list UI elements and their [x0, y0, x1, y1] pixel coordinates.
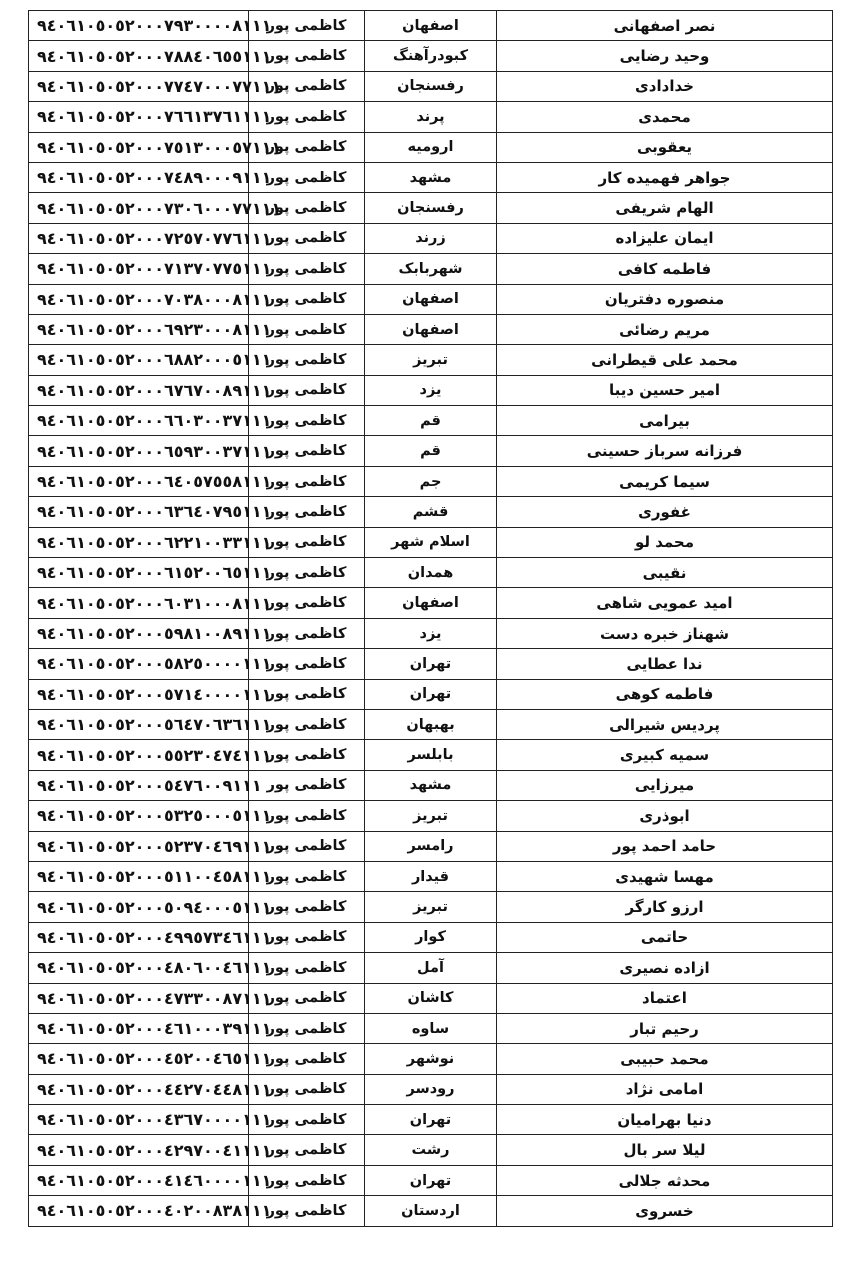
- table-row: [29, 558, 833, 588]
- city-cell: شهربابک: [365, 254, 497, 284]
- surname-cell: کاظمی پور: [249, 102, 365, 132]
- surname-cell: کاظمی پور: [249, 254, 365, 284]
- name-cell: میرزایی: [497, 770, 833, 800]
- city-cell: تبریز: [365, 892, 497, 922]
- table-row: [29, 497, 833, 527]
- city-cell: یزد: [365, 618, 497, 648]
- surname-cell: کاظمی پور: [249, 11, 365, 41]
- city-cell: تهران: [365, 649, 497, 679]
- code-cell: ۹٤٠٦١٠٥٠٥٢٠٠٠٧٠٣٨٠٠٠٨١١١: [29, 284, 249, 314]
- city-cell: قم: [365, 436, 497, 466]
- code-cell: ۹٤٠٦١٠٥٠٥٢٠٠٠٦٠٣١٠٠٠٨١١١: [29, 588, 249, 618]
- table-row: [29, 71, 833, 101]
- code-cell: ۹٤٠٦١٠٥٠٥٢٠٠٠٥٣٢٥٠٠٠٥١١١: [29, 801, 249, 831]
- city-cell: کبودرآهنگ: [365, 41, 497, 71]
- table-row: [29, 132, 833, 162]
- name-cell: حامد احمد پور: [497, 831, 833, 861]
- table-row: [29, 649, 833, 679]
- surname-cell: کاظمی پور: [249, 162, 365, 192]
- surname-cell: کاظمی پور: [249, 193, 365, 223]
- table-row: [29, 983, 833, 1013]
- code-cell: ۹٤٠٦١٠٥٠٥٢٠٠٠٧٦٦١٣٧٦١١١١: [29, 102, 249, 132]
- name-cell: شهناز خبره دست: [497, 618, 833, 648]
- code-cell: ۹٤٠٦١٠٥٠٥٢٠٠٠٥١١٠٠٤٥٨١١١: [29, 861, 249, 891]
- name-cell: ارزو کارگر: [497, 892, 833, 922]
- city-cell: نوشهر: [365, 1044, 497, 1074]
- city-cell: قم: [365, 406, 497, 436]
- surname-cell: کاظمی پور: [249, 831, 365, 861]
- surname-cell: کاظمی پور: [249, 649, 365, 679]
- name-cell: محمد لو: [497, 527, 833, 557]
- table-row: [29, 709, 833, 739]
- surname-cell: کاظمی پور: [249, 740, 365, 770]
- surname-cell: کاظمی پور: [249, 41, 365, 71]
- code-cell: ۹٤٠٦١٠٥٠٥٢٠٠٠٦٩٢٣٠٠٠٨١١١: [29, 314, 249, 344]
- surname-cell: کاظمی پور: [249, 436, 365, 466]
- surname-cell: کاظمی پور: [249, 983, 365, 1013]
- code-cell: ۹٤٠٦١٠٥٠٥٢٠٠٠٥٤٧٦٠٠٩١١١: [29, 770, 249, 800]
- city-cell: تبریز: [365, 345, 497, 375]
- table-row: [29, 1165, 833, 1195]
- name-cell: نصر اصفهانی: [497, 11, 833, 41]
- city-cell: رفسنجان: [365, 71, 497, 101]
- table-row: [29, 1196, 833, 1226]
- name-cell: ندا عطایی: [497, 649, 833, 679]
- city-cell: بابلسر: [365, 740, 497, 770]
- code-cell: ۹٤٠٦١٠٥٠٥٢٠٠٠٥٩٨١٠٠٨٩١١١: [29, 618, 249, 648]
- city-cell: زرند: [365, 223, 497, 253]
- table-row: [29, 740, 833, 770]
- city-cell: تهران: [365, 1165, 497, 1195]
- code-cell: ۹٤٠٦١٠٥٠٥٢٠٠٠٤٤٢٧٠٤٤٨١١١: [29, 1074, 249, 1104]
- name-cell: پردیس شیرالی: [497, 709, 833, 739]
- name-cell: خسروی: [497, 1196, 833, 1226]
- city-cell: جم: [365, 466, 497, 496]
- surname-cell: کاظمی پور: [249, 679, 365, 709]
- name-cell: محمدی: [497, 102, 833, 132]
- name-cell: نقیبی: [497, 558, 833, 588]
- city-cell: رودسر: [365, 1074, 497, 1104]
- table-row: [29, 1135, 833, 1165]
- name-cell: امیر حسین دیبا: [497, 375, 833, 405]
- code-cell: ۹٤٠٦١٠٥٠٥٢٠٠٠٥٨٢٥٠٠٠٠١١١: [29, 649, 249, 679]
- city-cell: اسلام شهر: [365, 527, 497, 557]
- city-cell: یزد: [365, 375, 497, 405]
- surname-cell: کاظمی پور: [249, 527, 365, 557]
- table-row: [29, 801, 833, 831]
- code-cell: ۹٤٠٦١٠٥٠٥٢٠٠٠٤٩٩٥٧٣٤٦١١١: [29, 922, 249, 952]
- surname-cell: کاظمی پور: [249, 466, 365, 496]
- surname-cell: کاظمی پور: [249, 284, 365, 314]
- code-cell: ۹٤٠٦١٠٥٠٥٢٠٠٠٤٦١٠٠٠٣٩١١١: [29, 1013, 249, 1043]
- table-row: [29, 375, 833, 405]
- name-cell: ابوذری: [497, 801, 833, 831]
- surname-cell: کاظمی پور: [249, 1074, 365, 1104]
- name-cell: امید عمویی شاهی: [497, 588, 833, 618]
- code-cell: ۹٤٠٦١٠٥٠٥٢٠٠٠٦١٥٢٠٠٦٥١١١: [29, 558, 249, 588]
- code-cell: ۹٤٠٦١٠٥٠٥٢٠٠٠٧٤٨٩٠٠٠٩١١١: [29, 162, 249, 192]
- code-cell: ۹٤٠٦١٠٥٠٥٢٠٠٠٤٧٣٣٠٠٨٧١١١: [29, 983, 249, 1013]
- table-row: [29, 831, 833, 861]
- code-cell: ۹٤٠٦١٠٥٠٥٢٠٠٠٤٠٢٠٠٨٣٨١١١: [29, 1196, 249, 1226]
- table-row: [29, 1074, 833, 1104]
- name-cell: لیلا سر بال: [497, 1135, 833, 1165]
- table-row: [29, 679, 833, 709]
- city-cell: ارومیه: [365, 132, 497, 162]
- surname-cell: کاظمی پور: [249, 922, 365, 952]
- table-row: [29, 345, 833, 375]
- code-cell: ۹٤٠٦١٠٥٠٥٢٠٠٠٥٥٢٣٠٤٧٤١١١: [29, 740, 249, 770]
- city-cell: کاشان: [365, 983, 497, 1013]
- records-table: [28, 10, 833, 1227]
- name-cell: ایمان علیزاده: [497, 223, 833, 253]
- surname-cell: کاظمی پور: [249, 801, 365, 831]
- name-cell: سمیه کبیری: [497, 740, 833, 770]
- surname-cell: کاظمی پور: [249, 71, 365, 101]
- surname-cell: کاظمی پور: [249, 953, 365, 983]
- name-cell: دنیا بهرامیان: [497, 1105, 833, 1135]
- name-cell: اعتماد: [497, 983, 833, 1013]
- surname-cell: کاظمی پور: [249, 1044, 365, 1074]
- surname-cell: کاظمی پور: [249, 588, 365, 618]
- name-cell: ازاده نصیری: [497, 953, 833, 983]
- code-cell: ۹٤٠٦١٠٥٠٥٢٠٠٠٧٥١٣٠٠٠٥٧١١١: [29, 132, 249, 162]
- city-cell: رامسر: [365, 831, 497, 861]
- code-cell: ۹٤٠٦١٠٥٠٥٢٠٠٠٥٦٤٧٠٦٣٦١١١: [29, 709, 249, 739]
- surname-cell: کاظمی پور: [249, 497, 365, 527]
- table-row: [29, 618, 833, 648]
- city-cell: تهران: [365, 1105, 497, 1135]
- name-cell: محدثه جلالی: [497, 1165, 833, 1195]
- city-cell: تبریز: [365, 801, 497, 831]
- surname-cell: کاظمی پور: [249, 770, 365, 800]
- city-cell: ساوه: [365, 1013, 497, 1043]
- surname-cell: کاظمی پور: [249, 375, 365, 405]
- name-cell: فرزانه سرباز حسینی: [497, 436, 833, 466]
- code-cell: ۹٤٠٦١٠٥٠٥٢٠٠٠٤٢٩٧٠٠٤١١١١: [29, 1135, 249, 1165]
- code-cell: ۹٤٠٦١٠٥٠٥٢٠٠٠٧٢٥٧٠٧٧٦١١١: [29, 223, 249, 253]
- code-cell: ۹٤٠٦١٠٥٠٥٢٠٠٠٧١٣٧٠٧٧٥١١١: [29, 254, 249, 284]
- code-cell: ۹٤٠٦١٠٥٠٥٢٠٠٠٧٨٨٤٠٦٥٥١١١: [29, 41, 249, 71]
- code-cell: ۹٤٠٦١٠٥٠٥٢٠٠٠٥٠٩٤٠٠٠٥١١١: [29, 892, 249, 922]
- name-cell: محمد حبیبی: [497, 1044, 833, 1074]
- surname-cell: کاظمی پور: [249, 892, 365, 922]
- name-cell: فاطمه کوهی: [497, 679, 833, 709]
- table-row: [29, 922, 833, 952]
- records-table-body: [29, 11, 833, 1227]
- name-cell: سیما کریمی: [497, 466, 833, 496]
- table-row: [29, 406, 833, 436]
- name-cell: مریم رضائی: [497, 314, 833, 344]
- table-row: [29, 892, 833, 922]
- surname-cell: کاظمی پور: [249, 345, 365, 375]
- name-cell: الهام شریفی: [497, 193, 833, 223]
- table-row: [29, 1013, 833, 1043]
- name-cell: بیرامی: [497, 406, 833, 436]
- table-row: [29, 11, 833, 41]
- surname-cell: کاظمی پور: [249, 618, 365, 648]
- surname-cell: کاظمی پور: [249, 132, 365, 162]
- name-cell: وحید رضایی: [497, 41, 833, 71]
- code-cell: ۹٤٠٦١٠٥٠٥٢٠٠٠٦٦٠٣٠٠٣٧١١١: [29, 406, 249, 436]
- code-cell: ۹٤٠٦١٠٥٠٥٢٠٠٠٤١٤٦٠٠٠٠١١١: [29, 1165, 249, 1195]
- city-cell: همدان: [365, 558, 497, 588]
- name-cell: مهسا شهیدی: [497, 861, 833, 891]
- surname-cell: کاظمی پور: [249, 1165, 365, 1195]
- name-cell: امامی نژاد: [497, 1074, 833, 1104]
- name-cell: غفوری: [497, 497, 833, 527]
- table-row: [29, 223, 833, 253]
- city-cell: تهران: [365, 679, 497, 709]
- name-cell: جواهر فهمیده کار: [497, 162, 833, 192]
- table-row: [29, 861, 833, 891]
- surname-cell: کاظمی پور: [249, 1135, 365, 1165]
- table-row: [29, 588, 833, 618]
- code-cell: ۹٤٠٦١٠٥٠٥٢٠٠٠٦٥٩٣٠٠٣٧١١١: [29, 436, 249, 466]
- code-cell: ۹٤٠٦١٠٥٠٥٢٠٠٠٦٧٦٧٠٠٨٩١١١: [29, 375, 249, 405]
- table-row: [29, 527, 833, 557]
- table-row: [29, 314, 833, 344]
- code-cell: ۹٤٠٦١٠٥٠٥٢٠٠٠٥٧١٤٠٠٠٠١١١: [29, 679, 249, 709]
- city-cell: کوار: [365, 922, 497, 952]
- code-cell: ۹٤٠٦١٠٥٠٥٢٠٠٠٧٣٠٦٠٠٠٧٧١١١: [29, 193, 249, 223]
- name-cell: محمد علی قیطرانی: [497, 345, 833, 375]
- city-cell: اصفهان: [365, 314, 497, 344]
- city-cell: اصفهان: [365, 588, 497, 618]
- city-cell: بهبهان: [365, 709, 497, 739]
- table-row: [29, 953, 833, 983]
- surname-cell: کاظمی پور: [249, 314, 365, 344]
- table-row: [29, 193, 833, 223]
- code-cell: ۹٤٠٦١٠٥٠٥٢٠٠٠٤٨٠٦٠٠٤٦١١١: [29, 953, 249, 983]
- city-cell: قیدار: [365, 861, 497, 891]
- code-cell: ۹٤٠٦١٠٥٠٥٢٠٠٠٤٣٦٧٠٠٠٠١١١: [29, 1105, 249, 1135]
- city-cell: پرند: [365, 102, 497, 132]
- code-cell: ۹٤٠٦١٠٥٠٥٢٠٠٠٦٤٠٥٧٥٥٨١١١: [29, 466, 249, 496]
- name-cell: یعقوبی: [497, 132, 833, 162]
- surname-cell: کاظمی پور: [249, 861, 365, 891]
- name-cell: رحیم تبار: [497, 1013, 833, 1043]
- table-row: [29, 254, 833, 284]
- city-cell: قشم: [365, 497, 497, 527]
- code-cell: ۹٤٠٦١٠٥٠٥٢٠٠٠٧٧٤٧٠٠٠٧٧١١١: [29, 71, 249, 101]
- city-cell: رفسنجان: [365, 193, 497, 223]
- name-cell: فاطمه کافی: [497, 254, 833, 284]
- surname-cell: کاظمی پور: [249, 406, 365, 436]
- table-row: [29, 102, 833, 132]
- table-row: [29, 466, 833, 496]
- code-cell: ۹٤٠٦١٠٥٠٥٢٠٠٠٥٢٣٧٠٤٦٩١١١: [29, 831, 249, 861]
- name-cell: حاتمی: [497, 922, 833, 952]
- city-cell: مشهد: [365, 770, 497, 800]
- table-row: [29, 284, 833, 314]
- table-row: [29, 41, 833, 71]
- surname-cell: کاظمی پور: [249, 1196, 365, 1226]
- surname-cell: کاظمی پور: [249, 709, 365, 739]
- surname-cell: کاظمی پور: [249, 223, 365, 253]
- name-cell: خدادادی: [497, 71, 833, 101]
- city-cell: مشهد: [365, 162, 497, 192]
- city-cell: اصفهان: [365, 11, 497, 41]
- code-cell: ۹٤٠٦١٠٥٠٥٢٠٠٠٦٨٨٢٠٠٠٥١١١: [29, 345, 249, 375]
- code-cell: ۹٤٠٦١٠٥٠٥٢٠٠٠٤٥٢٠٠٤٦٥١١١: [29, 1044, 249, 1074]
- code-cell: ۹٤٠٦١٠٥٠٥٢٠٠٠٦٢٢١٠٠٣٣١١١: [29, 527, 249, 557]
- table-row: [29, 1044, 833, 1074]
- table-row: [29, 436, 833, 466]
- document-sheet: [28, 10, 832, 1227]
- surname-cell: کاظمی پور: [249, 1013, 365, 1043]
- table-row: [29, 162, 833, 192]
- surname-cell: کاظمی پور: [249, 1105, 365, 1135]
- city-cell: اصفهان: [365, 284, 497, 314]
- table-row: [29, 770, 833, 800]
- table-row: [29, 1105, 833, 1135]
- surname-cell: کاظمی پور: [249, 558, 365, 588]
- city-cell: رشت: [365, 1135, 497, 1165]
- code-cell: ۹٤٠٦١٠٥٠٥٢٠٠٠٧٩٣٠٠٠٠٨١١١: [29, 11, 249, 41]
- city-cell: آمل: [365, 953, 497, 983]
- city-cell: اردستان: [365, 1196, 497, 1226]
- code-cell: ۹٤٠٦١٠٥٠٥٢٠٠٠٦٣٦٤٠٧٩٥١١١: [29, 497, 249, 527]
- name-cell: منصوره دفتریان: [497, 284, 833, 314]
